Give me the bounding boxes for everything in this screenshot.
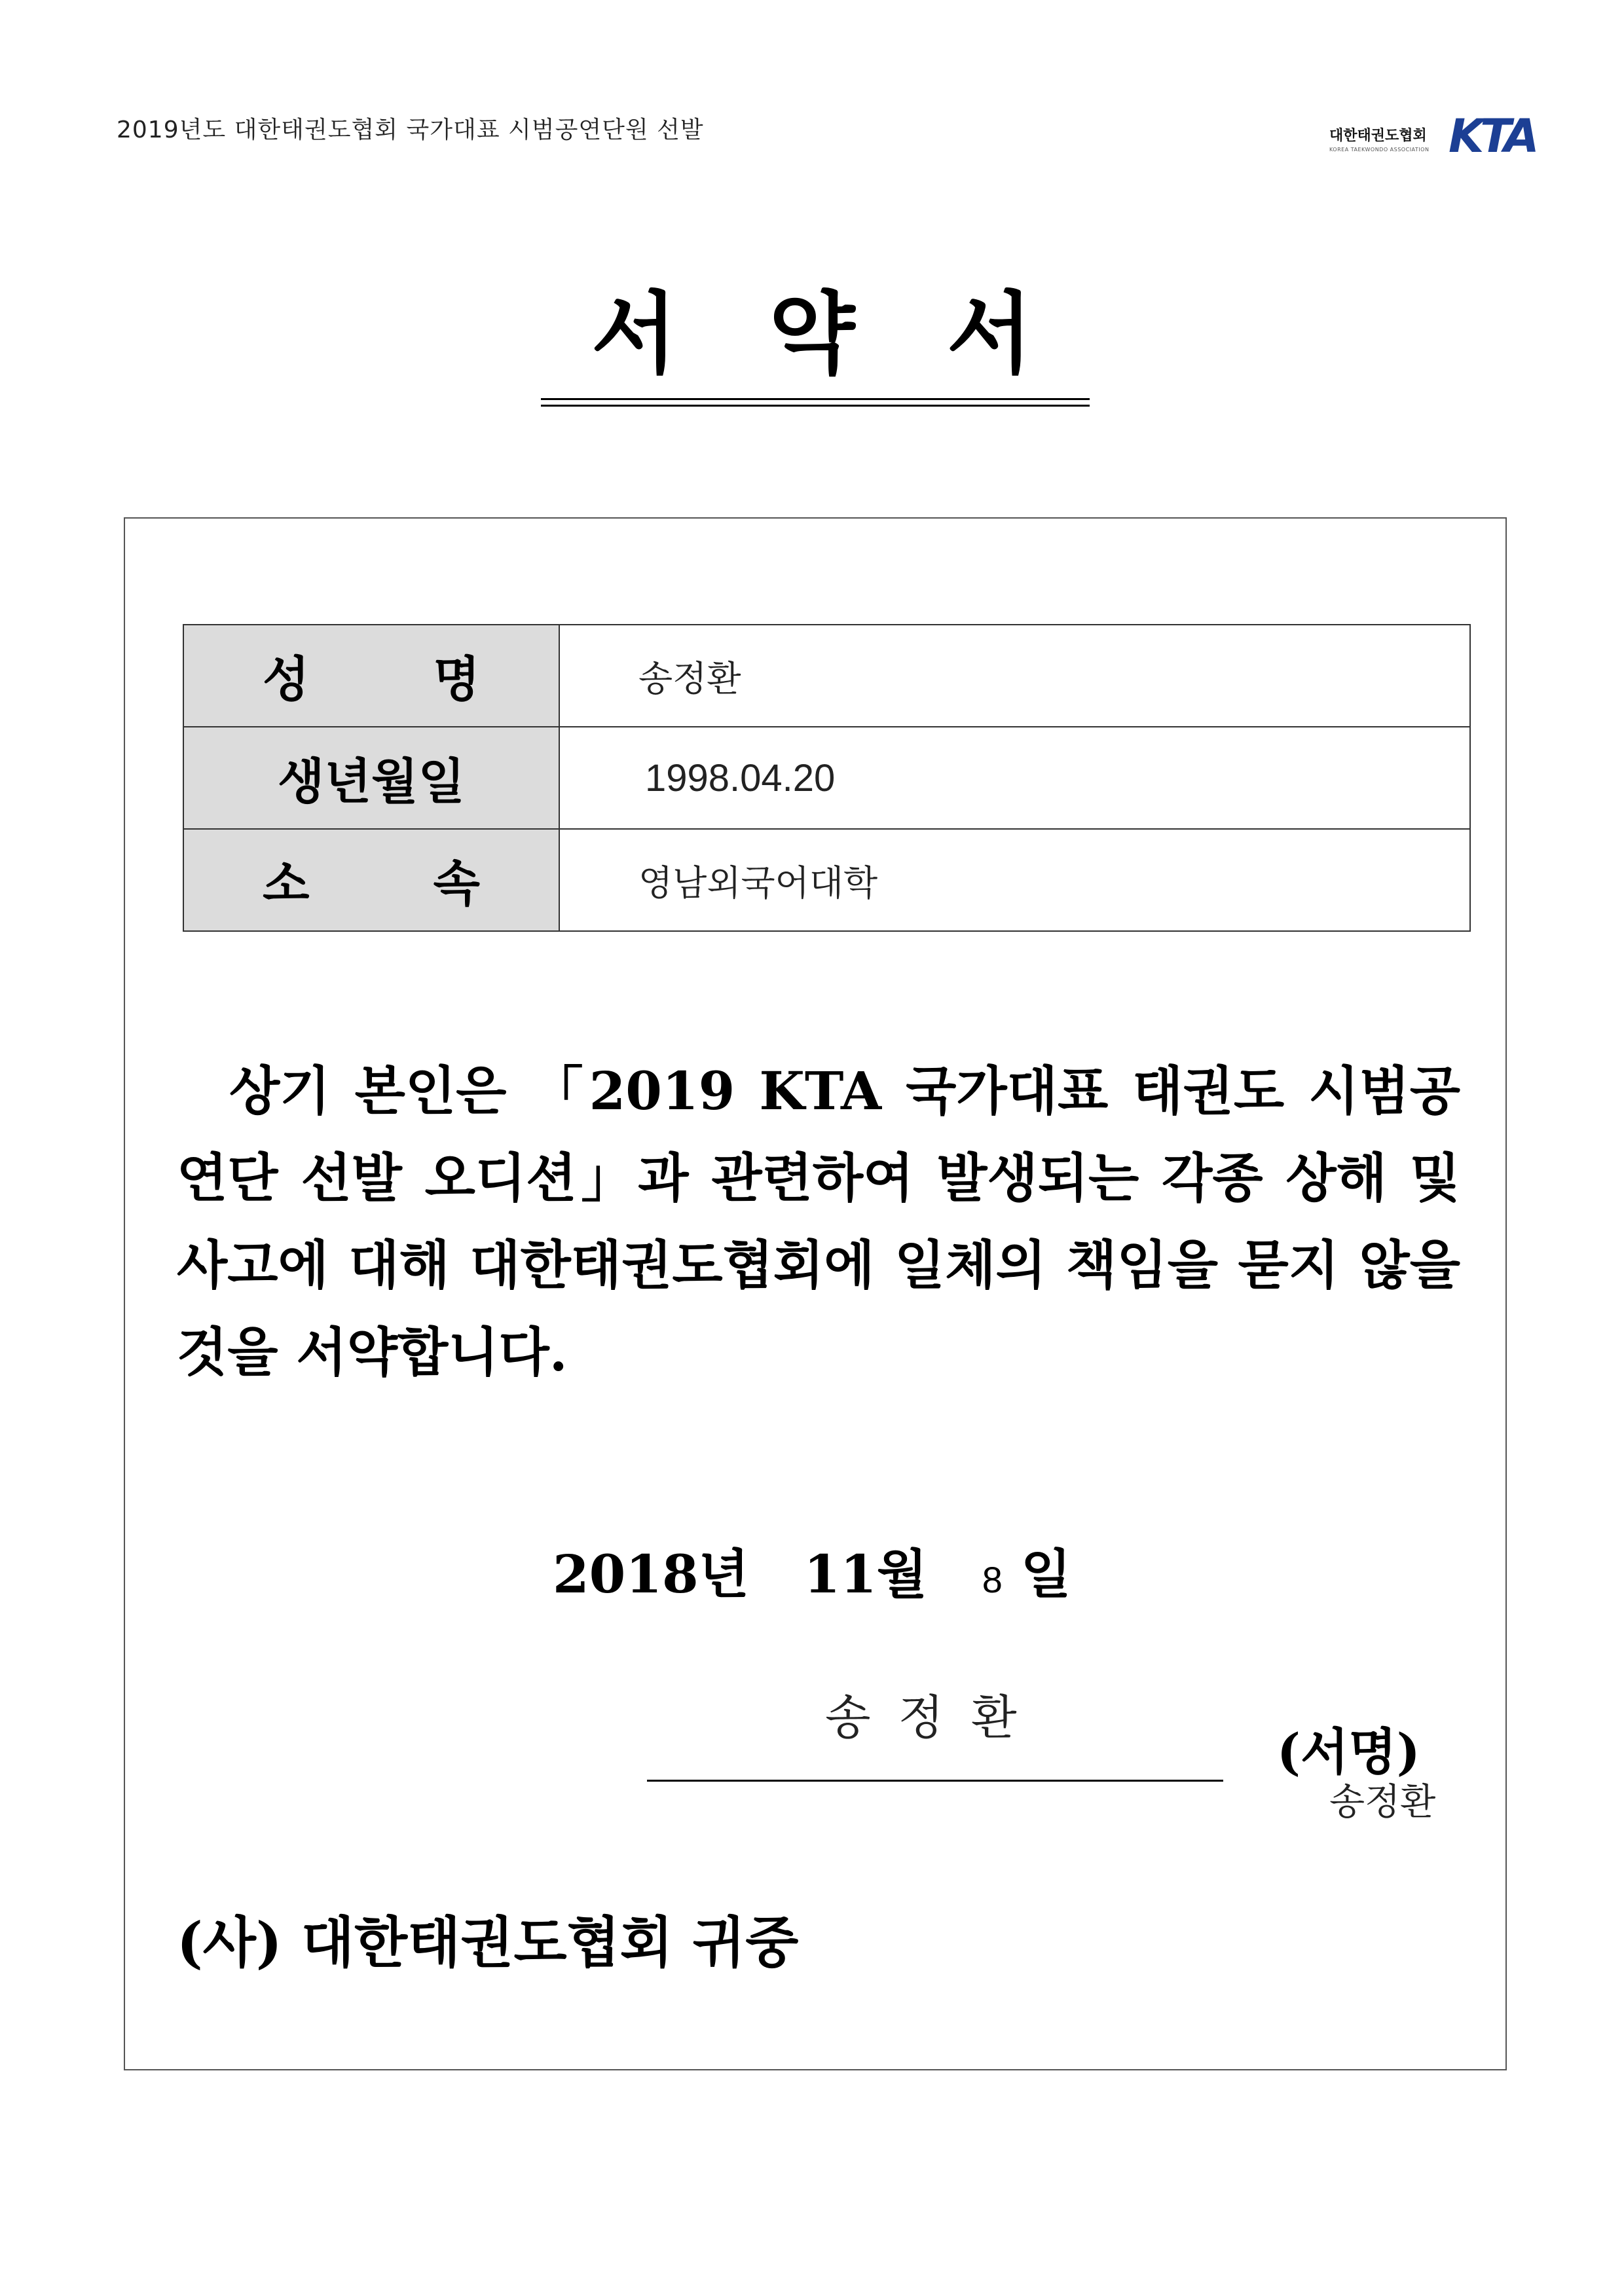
- table-row: [183, 727, 1470, 829]
- pledge-date: [0, 1532, 1624, 1607]
- name-label-part: 성: [263, 652, 310, 708]
- date-day: 8: [982, 1559, 1003, 1600]
- name-label-part: 명: [433, 652, 480, 708]
- affiliation-label-part: 소: [263, 856, 310, 912]
- pledge-statement: 상기 본인은 「2019 KTA 국가대표 태권도 시범공연단 선발 오디션」과 관련하여 발생되는 각종 상해 및 사고에 대해 대한태권도협회에 일체의 책임을 묻지 않을 것을 서약합니다.: [177, 1060, 1460, 1383]
- date-day-unit: 일: [1020, 1543, 1071, 1605]
- birthdate-value: 1998.04.20: [559, 727, 1470, 829]
- addressee: (사) 대한태권도협회 귀중: [177, 1910, 799, 1975]
- title-underline: [541, 405, 1090, 407]
- document-header: 2019년도 대한태권도협회 국가대표 시범공연단원 선발: [117, 117, 704, 143]
- title-underline: [541, 398, 1090, 400]
- logo-org-subtitle: KOREA TAEKWONDO ASSOCIATION: [1329, 147, 1430, 153]
- logo-org-name: 대한태권도협회: [1329, 128, 1427, 144]
- handwritten-signature: 송정환: [1329, 1781, 1436, 1824]
- name-value: 송정환: [559, 625, 1470, 727]
- document-title: [0, 262, 1624, 390]
- kta-logo: [1329, 109, 1536, 163]
- title-char: 서: [591, 282, 678, 386]
- date-year-unit: 년: [698, 1543, 749, 1605]
- logo-mark: KTA: [1449, 109, 1536, 163]
- personal-info-table: [183, 624, 1471, 932]
- birthdate-label: 생년월일: [183, 727, 559, 829]
- name-label-cell: [183, 625, 559, 727]
- date-year: 2018: [553, 1543, 699, 1605]
- title-char: 서: [946, 282, 1033, 386]
- date-month-unit: 월: [876, 1543, 928, 1605]
- title-char: 약: [769, 282, 855, 386]
- affiliation-label-part: 속: [433, 856, 480, 912]
- signature-label: (서명): [1277, 1723, 1420, 1781]
- signer-name: 송정환: [825, 1690, 1044, 1745]
- affiliation-value: 영남외국어대학: [559, 829, 1470, 931]
- table-row: [183, 829, 1470, 931]
- signature-line: [647, 1780, 1223, 1782]
- affiliation-label-cell: [183, 829, 559, 931]
- date-month: 11: [803, 1543, 877, 1605]
- table-row: [183, 625, 1470, 727]
